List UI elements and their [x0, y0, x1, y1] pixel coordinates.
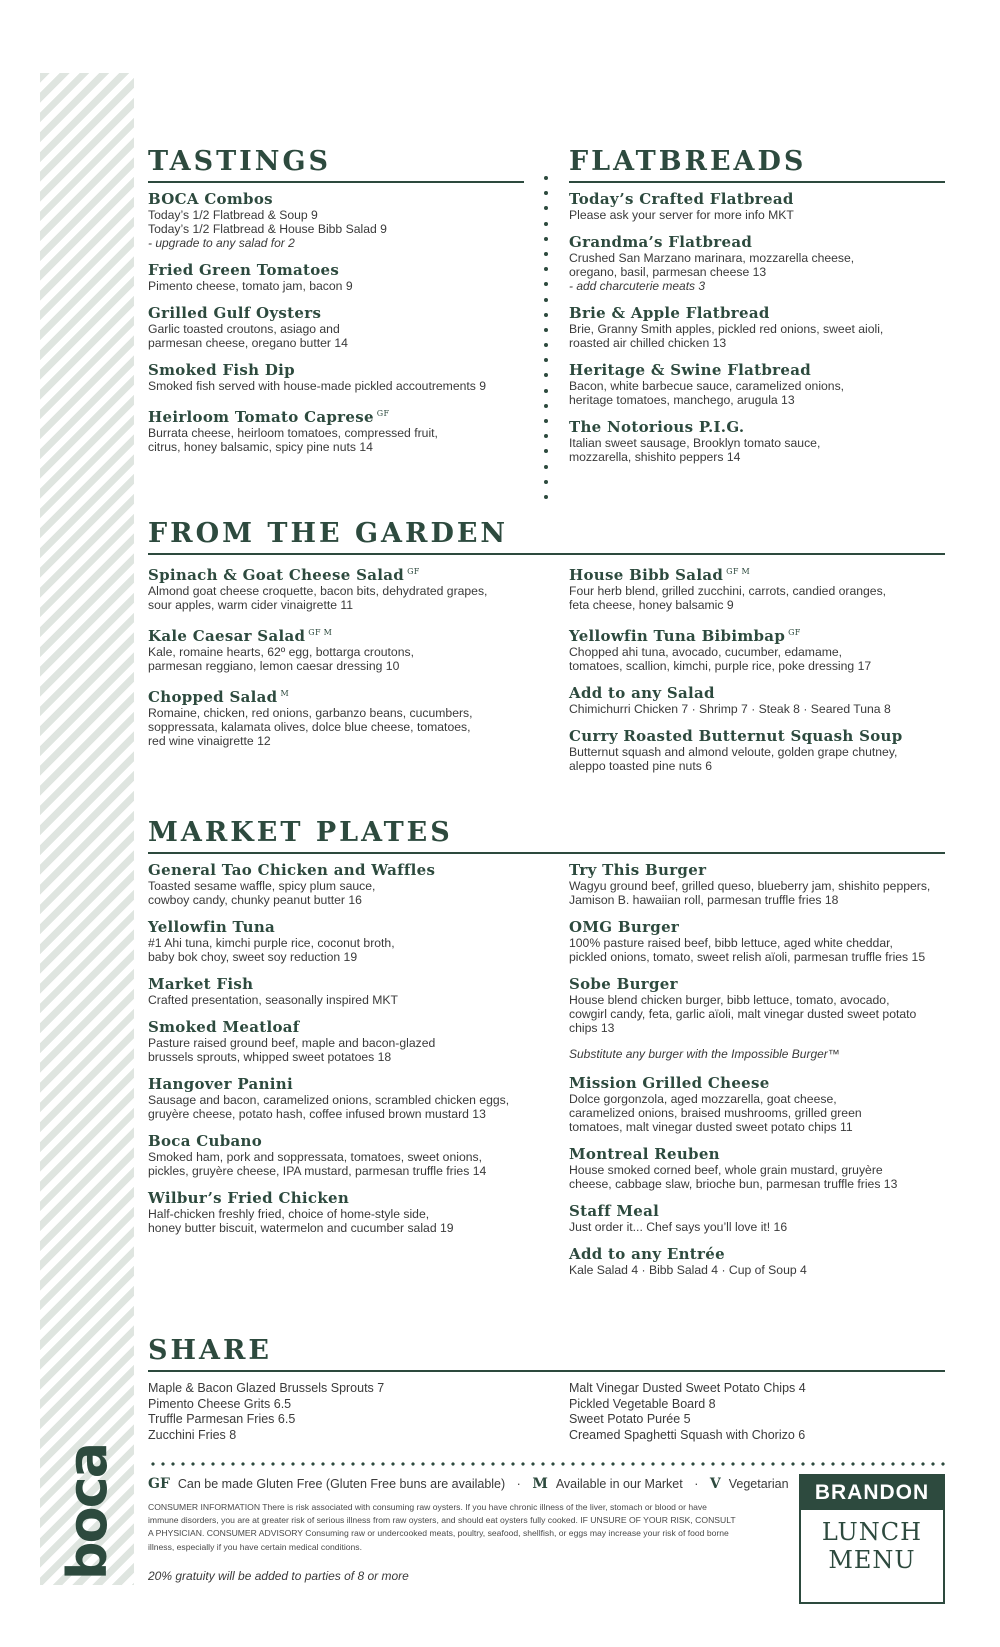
menu-item-description: Butternut squash and almond veloute, golden grape chutney,: [569, 745, 898, 759]
menu-item-name: [148, 1133, 548, 1150]
menu-item-name: [569, 919, 959, 936]
section-rule: [148, 553, 945, 555]
menu-item: [569, 563, 959, 612]
menu-item-description: Brie, Granny Smith apples, pickled red onions, sweet aioli,: [569, 322, 884, 336]
menu-item-description: sour apples, warm cider vinaigrette 11: [148, 598, 354, 612]
share-item: Pickled Vegetable Board 8: [569, 1396, 716, 1411]
menu-item-description: 100% pasture raised beef, bibb lettuce, aged white cheddar,: [569, 936, 893, 950]
gratuity-note: 20% gratuity will be added to parties of 8 or more: [148, 1569, 409, 1583]
dietary-tag: GF: [788, 628, 801, 637]
menu-item-description: Sausage and bacon, caramelized onions, scrambled chicken eggs,: [148, 1093, 510, 1107]
menu-item: [148, 1019, 548, 1064]
section-rule: [148, 1370, 945, 1372]
menu-item-description: Jamison B. hawaiian roll, parmesan truffle fries 18: [569, 893, 839, 907]
menu-item: [569, 919, 959, 964]
menu-item-name: [569, 419, 949, 436]
menu-item-description: soppressata, kalamata olives, dolce blue cheese, tomatoes,: [148, 720, 471, 734]
menu-item-title: Add to any Salad: [569, 684, 715, 702]
menu-item-title: Kale Caesar Salad: [148, 627, 306, 645]
menu-item-description: Dolce gorgonzola, aged mozzarella, goat cheese,: [569, 1092, 837, 1106]
share-item: Truffle Parmesan Fries 6.5: [148, 1412, 296, 1426]
menu-item-name: [148, 191, 528, 208]
share-right-list: [569, 1381, 949, 1443]
dietary-tag: GF: [407, 567, 420, 576]
menu-item: [569, 362, 949, 407]
menu-item-name: [569, 1075, 959, 1092]
menu-item-title: Fried Green Tomatoes: [148, 261, 340, 279]
menu-item-name: [148, 563, 538, 584]
legend-dotted-divider: [148, 1462, 948, 1466]
menu-item-title: Add to any Entrée: [569, 1245, 725, 1263]
menu-item-title: Montreal Reuben: [569, 1145, 720, 1163]
column-divider-dots: [544, 176, 550, 510]
menu-item: [148, 405, 528, 454]
menu-item-name: [148, 262, 528, 279]
menu-item-description: aleppo toasted pine nuts 6: [569, 759, 712, 773]
menu-item: [569, 976, 959, 1035]
menu-item-description: Today’s 1/2 Flatbread & Soup 9: [148, 208, 318, 222]
menu-item-description: Half-chicken freshly fried, choice of home-style side,: [148, 1207, 430, 1221]
menu-item-description: chips 13: [569, 1021, 615, 1035]
menu-item: [148, 191, 528, 250]
menu-item-description: Chimichurri Chicken 7 · Shrimp 7 · Steak 8 · Seared Tuna 8: [569, 702, 891, 716]
badge-location: BRANDON: [801, 1476, 943, 1510]
menu-item-title: Yellowfin Tuna: [148, 918, 276, 936]
menu-item-name: [148, 1076, 548, 1093]
flatbreads-list: [569, 191, 949, 476]
menu-item: [148, 976, 548, 1007]
menu-item-description: gruyère cheese, potato hash, coffee infused brown mustard 13: [148, 1107, 486, 1121]
menu-item-description: heritage tomatoes, manchego, arugula 13: [569, 393, 795, 407]
menu-badge: [799, 1474, 945, 1604]
menu-item-title: Brie & Apple Flatbread: [569, 304, 770, 322]
menu-item-title: Wilbur’s Fried Chicken: [148, 1189, 350, 1207]
menu-item-description: baby bok choy, sweet soy reduction 19: [148, 950, 358, 964]
menu-item-description: Kale Salad 4 · Bibb Salad 4 · Cup of Soup 4: [569, 1263, 807, 1277]
menu-item-name: [569, 1203, 959, 1220]
menu-item-name: [148, 362, 528, 379]
gf-key: GF: [148, 1476, 170, 1492]
dietary-tag: M: [280, 689, 289, 698]
menu-item-name: [569, 191, 949, 208]
menu-item-description: Crushed San Marzano marinara, mozzarella cheese,: [569, 251, 855, 265]
menu-item-description: parmesan cheese, oregano butter 14: [148, 336, 348, 350]
menu-item-name: [569, 862, 959, 879]
menu-item-description: tomatoes, scallion, kimchi, purple rice, poke dressing 17: [569, 659, 872, 673]
menu-item: [569, 1075, 959, 1134]
menu-item-description: citrus, honey balsamic, spicy pine nuts 14: [148, 440, 373, 454]
menu-item-title: Spinach & Goat Cheese Salad: [148, 566, 405, 584]
menu-item-name: [148, 1019, 548, 1036]
market-right-list-b: [569, 1075, 959, 1277]
menu-item-description: Garlic toasted croutons, asiago and: [148, 322, 340, 336]
menu-item: [569, 685, 959, 716]
menu-item-description: brussels sprouts, whipped sweet potatoes 18: [148, 1050, 392, 1064]
menu-item-name: [569, 563, 959, 584]
menu-item-title: OMG Burger: [569, 918, 680, 936]
menu-item: [569, 1146, 959, 1191]
menu-item-description: honey butter biscuit, watermelon and cucumber salad 19: [148, 1221, 454, 1235]
menu-item-description: Four herb blend, grilled zucchini, carrots, candied oranges,: [569, 584, 887, 598]
menu-item-name: [148, 405, 528, 426]
badge-title: LUNCH MENU: [821, 1518, 923, 1574]
menu-item-title: Staff Meal: [569, 1202, 660, 1220]
decorative-stripe-band: [40, 73, 134, 1585]
garden-right-list: [569, 563, 959, 785]
menu-item-description: parmesan reggiano, lemon caesar dressing 10: [148, 659, 400, 673]
menu-item: [148, 919, 548, 964]
menu-item: [569, 728, 959, 773]
menu-item-name: [569, 624, 959, 645]
menu-item-title: Smoked Fish Dip: [148, 361, 295, 379]
menu-item-title: Boca Cubano: [148, 1132, 263, 1150]
menu-item-description: Chopped ahi tuna, avocado, cucumber, edamame,: [569, 645, 843, 659]
menu-item: [148, 563, 538, 612]
menu-item-description: Kale, romaine hearts, 62º egg, bottarga croutons,: [148, 645, 414, 659]
share-left-list: [148, 1381, 528, 1443]
dietary-tag: GF M: [308, 628, 333, 637]
menu-item-description: oregano, basil, parmesan cheese 13: [569, 265, 767, 279]
menu-item-description: Romaine, chicken, red onions, garbanzo beans, cucumbers,: [148, 706, 473, 720]
menu-item-description: Smoked fish served with house-made pickled accoutrements 9: [148, 379, 487, 393]
menu-item-description: Pimento cheese, tomato jam, bacon 9: [148, 279, 353, 293]
menu-item-description: red wine vinaigrette 12: [148, 734, 271, 748]
menu-item-name: [148, 685, 538, 706]
menu-item-title: The Notorious P.I.G.: [569, 418, 745, 436]
section-title-flatbreads: FLATBREADS: [569, 146, 807, 177]
menu-item-title: Heritage & Swine Flatbread: [569, 361, 812, 379]
menu-item-name: [148, 1190, 548, 1207]
dietary-tag: GF M: [726, 567, 751, 576]
menu-item-name: [148, 624, 538, 645]
menu-item-name: [148, 305, 528, 322]
menu-item: [569, 305, 949, 350]
menu-item-title: Hangover Panini: [148, 1075, 293, 1093]
section-title-tastings: TASTINGS: [148, 146, 332, 177]
section-rule: [148, 181, 524, 183]
section-title-garden: FROM THE GARDEN: [148, 518, 509, 549]
market-right-column: [569, 862, 959, 1289]
menu-item: [148, 362, 528, 393]
share-item: Maple & Bacon Glazed Brussels Sprouts 7: [148, 1381, 385, 1395]
section-title-market-plates: MARKET PLATES: [148, 817, 453, 848]
menu-item: [148, 1190, 548, 1235]
menu-item-description: pickled onions, tomato, sweet relish aïoli, parmesan truffle fries 15: [569, 950, 926, 964]
menu-item-description: House blend chicken burger, bibb lettuce, tomato, avocado,: [569, 993, 890, 1007]
menu-item-description: Toasted sesame waffle, spicy plum sauce,: [148, 879, 376, 893]
menu-item: [148, 1076, 548, 1121]
menu-item: [569, 419, 949, 464]
menu-item: [569, 1246, 959, 1277]
menu-item: [148, 262, 528, 293]
menu-item-description: cowgirl candy, feta, garlic aïoli, malt vinegar dusted sweet potato: [569, 1007, 917, 1021]
consumer-advisory: CONSUMER INFORMATION There is risk associated with consuming raw oysters. If you have chronic illness of the liver, stomach or blood or have immune disorders, you are at greater risk of serious illness from raw oysters, and should eat oysters fully cooked. IF UNSURE OF YOUR RISK, CONSULT A PHYSICIAN. CONSUMER ADVISORY Consuming raw or undercooked meats, poultry, seafood, shellfish, or eggs may increase your risk of food borne illness, especially if you have certain medical conditions.: [148, 1502, 736, 1552]
menu-item-description: Almond goat cheese croquette, bacon bits, dehydrated grapes,: [148, 584, 488, 598]
menu-item-note: - upgrade to any salad for 2: [148, 236, 295, 250]
menu-item-description: roasted air chilled chicken 13: [569, 336, 727, 350]
tastings-list: [148, 191, 528, 466]
section-rule: [148, 852, 945, 854]
menu-item: [148, 862, 548, 907]
menu-item-description: Italian sweet sausage, Brooklyn tomato sauce,: [569, 436, 821, 450]
menu-item-title: Market Fish: [148, 975, 254, 993]
menu-item-name: [148, 976, 548, 993]
section-rule: [569, 181, 945, 183]
menu-item-name: [569, 1246, 959, 1263]
menu-item-name: [569, 234, 949, 251]
menu-item: [569, 234, 949, 293]
m-key: M: [532, 1476, 548, 1492]
menu-item-name: [569, 685, 959, 702]
menu-item-description: #1 Ahi tuna, kimchi purple rice, coconut broth,: [148, 936, 395, 950]
menu-item-title: Heirloom Tomato Caprese: [148, 408, 374, 426]
menu-item: [569, 624, 959, 673]
menu-item-description: Pasture raised ground beef, maple and bacon-glazed: [148, 1036, 436, 1050]
menu-item-title: Sobe Burger: [569, 975, 678, 993]
menu-item-description: mozzarella, shishito peppers 14: [569, 450, 741, 464]
menu-item-description: Just order it... Chef says you’ll love it! 16: [569, 1220, 788, 1234]
boca-logo: boca: [56, 1443, 119, 1581]
menu-item-description: House smoked corned beef, whole grain mustard, gruyère: [569, 1163, 883, 1177]
section-title-share: SHARE: [148, 1335, 272, 1366]
menu-item-description: Please ask your server for more info MKT: [569, 208, 794, 222]
menu-item-title: Yellowfin Tuna Bibimbap: [569, 627, 786, 645]
menu-item: [569, 1203, 959, 1234]
menu-item-title: Curry Roasted Butternut Squash Soup: [569, 727, 903, 745]
menu-item-description: Smoked ham, pork and soppressata, tomatoes, sweet onions,: [148, 1150, 482, 1164]
menu-item-name: [569, 362, 949, 379]
menu-item-name: [148, 862, 548, 879]
menu-item: [148, 305, 528, 350]
garden-left-list: [148, 563, 538, 760]
menu-item-description: Wagyu ground beef, grilled queso, blueberry jam, shishito peppers,: [569, 879, 931, 893]
menu-item-description: pickles, gruyère cheese, IPA mustard, parmesan truffle fries 14: [148, 1164, 487, 1178]
menu-item-description: cheese, cabbage slaw, brioche bun, parmesan truffle fries 13: [569, 1177, 898, 1191]
dietary-tag: GF: [376, 409, 390, 418]
menu-item-title: Grandma’s Flatbread: [569, 233, 753, 251]
menu-item-description: Bacon, white barbecue sauce, caramelized onions,: [569, 379, 845, 393]
menu-item: [148, 685, 538, 748]
share-item: Zucchini Fries 8: [148, 1427, 237, 1442]
menu-item-description: caramelized onions, braised mushrooms, grilled green: [569, 1106, 862, 1120]
menu-item-name: [148, 919, 548, 936]
menu-item-description: cowboy candy, chunky peanut butter 16: [148, 893, 362, 907]
menu-item-title: House Bibb Salad: [569, 566, 724, 584]
menu-item-name: [569, 976, 959, 993]
share-item: Pimento Cheese Grits 6.5: [148, 1396, 292, 1411]
dietary-legend: GF Can be made Gluten Free (Gluten Free buns are available) · M Available in our Market · V Vegetarian: [148, 1476, 789, 1492]
menu-item-description: Crafted presentation, seasonally inspired MKT: [148, 993, 398, 1007]
menu-item: [569, 862, 959, 907]
menu-item-note: - add charcuterie meats 3: [569, 279, 706, 293]
menu-item-title: Chopped Salad: [148, 688, 278, 706]
menu-item-title: BOCA Combos: [148, 190, 273, 208]
impossible-burger-note: Substitute any burger with the Impossible Burger™: [569, 1047, 840, 1061]
menu-item-title: Mission Grilled Cheese: [569, 1074, 770, 1092]
share-item: Creamed Spaghetti Squash with Chorizo 6: [569, 1427, 806, 1442]
menu-item-name: [569, 1146, 959, 1163]
menu-item-title: Today’s Crafted Flatbread: [569, 190, 794, 208]
menu-item-name: [569, 728, 959, 745]
menu-item-title: Smoked Meatloaf: [148, 1018, 300, 1036]
menu-item: [148, 1133, 548, 1178]
menu-item: [569, 191, 949, 222]
menu-item-description: Burrata cheese, heirloom tomatoes, compressed fruit,: [148, 426, 438, 440]
market-right-list-a: [569, 862, 959, 1035]
share-item: Sweet Potato Purée 5: [569, 1412, 691, 1426]
v-key: V: [709, 1476, 721, 1492]
menu-item: [148, 624, 538, 673]
menu-item-title: Grilled Gulf Oysters: [148, 304, 322, 322]
menu-item-name: [569, 305, 949, 322]
menu-item-title: General Tao Chicken and Waffles: [148, 861, 436, 879]
share-item: Malt Vinegar Dusted Sweet Potato Chips 4: [569, 1381, 806, 1395]
menu-item-description: Today’s 1/2 Flatbread & House Bibb Salad 9: [148, 222, 387, 236]
market-left-list: [148, 862, 548, 1247]
menu-item-title: Try This Burger: [569, 861, 707, 879]
menu-item-description: tomatoes, malt vinegar dusted sweet potato chips 11: [569, 1120, 853, 1134]
menu-item-description: feta cheese, honey balsamic 9: [569, 598, 734, 612]
